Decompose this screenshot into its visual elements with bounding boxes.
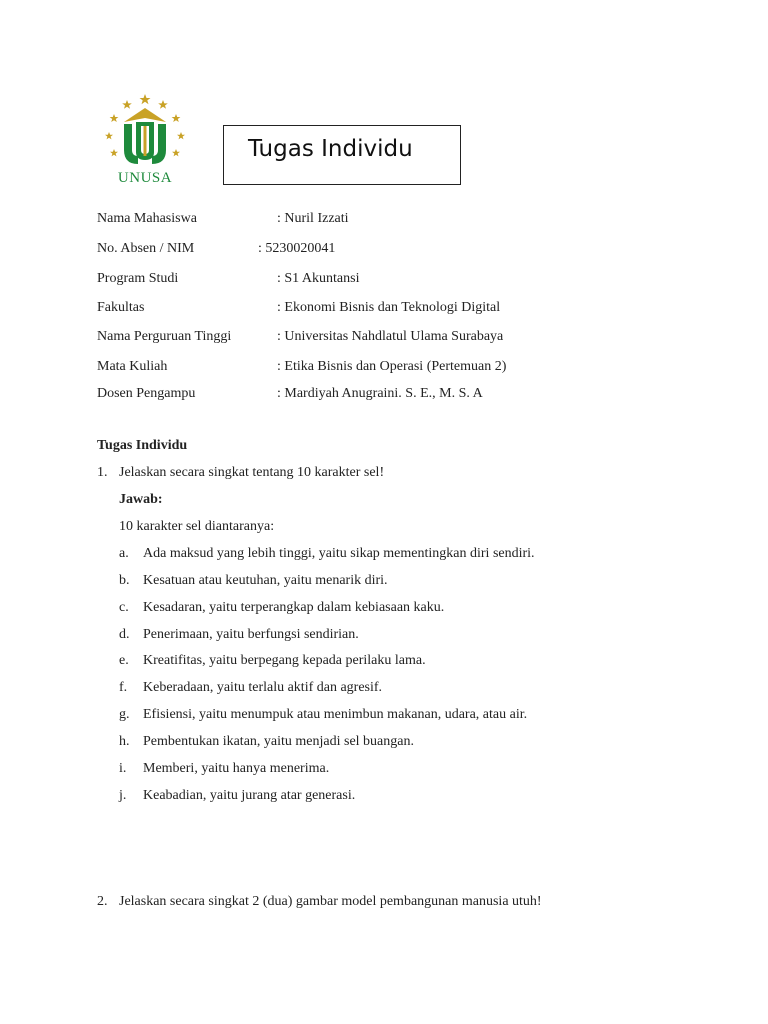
document-title: Tugas Individu <box>248 136 413 162</box>
list-item-marker: e. <box>119 653 129 668</box>
title-box <box>223 125 461 185</box>
info-value-prodi: : S1 Akuntansi <box>277 271 360 286</box>
logo-wordmark: UNUSA <box>117 170 173 186</box>
unusa-emblem-icon <box>104 92 186 172</box>
answer-intro: 10 karakter sel diantaranya: <box>119 519 275 534</box>
info-value-pt: : Universitas Nahdlatul Ulama Surabaya <box>277 329 504 344</box>
info-label-fakultas: Fakultas <box>97 300 145 315</box>
list-item-marker: h. <box>119 734 130 749</box>
list-item-marker: d. <box>119 627 130 642</box>
info-value-fakultas: : Ekonomi Bisnis dan Teknologi Digital <box>277 300 501 315</box>
list-item-marker: j. <box>119 788 127 803</box>
list-item: Keabadian, yaitu jurang atar generasi. <box>143 788 356 803</box>
info-label-matkul: Mata Kuliah <box>97 359 168 374</box>
answer-label: Jawab: <box>119 492 163 507</box>
list-item-marker: g. <box>119 707 130 722</box>
list-item: Memberi, yaitu hanya menerima. <box>143 761 330 776</box>
list-item-marker: a. <box>119 546 129 561</box>
list-item-marker: b. <box>119 573 130 588</box>
question-2-number: 2. <box>97 894 108 909</box>
info-value-nama: : Nuril Izzati <box>277 211 349 226</box>
section-heading: Tugas Individu <box>97 438 188 453</box>
list-item: Ada maksud yang lebih tinggi, yaitu sikap mementingkan diri sendiri. <box>143 546 535 561</box>
question-2-text: Jelaskan secara singkat 2 (dua) gambar model pembangunan manusia utuh! <box>119 894 542 909</box>
list-item: Kesadaran, yaitu terperangkap dalam kebiasaan kaku. <box>143 600 445 615</box>
list-item-marker: i. <box>119 761 127 776</box>
list-item-marker: f. <box>119 680 128 695</box>
list-item: Efisiensi, yaitu menumpuk atau menimbun makanan, udara, atau air. <box>143 707 528 722</box>
info-value-dosen: : Mardiyah Anugraini. S. E., M. S. A <box>277 386 483 401</box>
info-label-prodi: Program Studi <box>97 271 179 286</box>
info-value-nim: : 5230020041 <box>258 241 336 256</box>
info-value-matkul: : Etika Bisnis dan Operasi (Pertemuan 2) <box>277 359 507 374</box>
list-item: Pembentukan ikatan, yaitu menjadi sel buangan. <box>143 734 414 749</box>
question-1-text: Jelaskan secara singkat tentang 10 karakter sel! <box>119 465 385 480</box>
list-item: Kreatifitas, yaitu berpegang kepada perilaku lama. <box>143 653 426 668</box>
list-item-marker: c. <box>119 600 129 615</box>
list-item: Kesatuan atau keutuhan, yaitu menarik diri. <box>143 573 388 588</box>
list-item: Keberadaan, yaitu terlalu aktif dan agresif. <box>143 680 383 695</box>
info-label-nim: No. Absen / NIM <box>97 241 195 256</box>
question-1-number: 1. <box>97 465 108 480</box>
university-logo <box>104 92 186 188</box>
list-item: Penerimaan, yaitu berfungsi sendirian. <box>143 627 359 642</box>
info-label-dosen: Dosen Pengampu <box>97 386 196 401</box>
info-label-nama: Nama Mahasiswa <box>97 211 197 226</box>
info-label-pt: Nama Perguruan Tinggi <box>97 329 232 344</box>
